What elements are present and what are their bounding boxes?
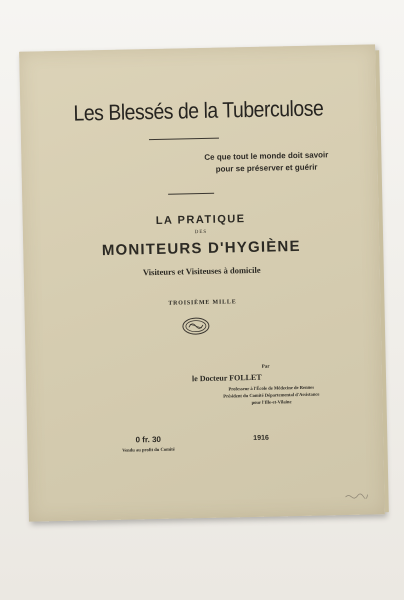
- cover-title: Les Blessés de la Tuberculose: [73, 95, 324, 126]
- price-note: Vendu au profit du Comité: [122, 446, 175, 453]
- by-label: Par: [261, 364, 270, 370]
- subtitle-divider: [168, 193, 214, 195]
- price-label: 0 fr. 30: [135, 434, 162, 445]
- des-word: DES: [194, 229, 208, 236]
- edition-label: TROISIÈME MILLE: [168, 299, 237, 307]
- cover-subtitle: [171, 149, 361, 177]
- booklet-cover: [19, 44, 385, 521]
- publisher-emblem-icon: [181, 316, 211, 337]
- main-heading: MONITEURS D'HYGIÈNE: [101, 237, 301, 260]
- author-affiliation: [176, 383, 366, 408]
- publication-year: 1916: [253, 434, 269, 442]
- pencil-mark: [344, 493, 368, 500]
- la-pratique-heading: LA PRATIQUE: [155, 213, 246, 227]
- visiteurs-subheading: Visiteurs et Visiteuses à domicile: [142, 264, 261, 278]
- author-name: le Docteur FOLLET: [191, 372, 262, 384]
- subtitle-line-2: pour se préserver et guérir: [215, 162, 318, 174]
- affiliation-line-2: Président du Comité Départemental d'Assistance: [223, 391, 320, 399]
- subtitle-line-1: Ce que tout le monde doit savoir: [204, 150, 329, 162]
- affiliation-line-3: pour l'Ille-et-Vilaine: [251, 399, 292, 405]
- affiliation-line-1: Professeur à l'École de Médecine de Rennes: [228, 384, 315, 392]
- title-divider: [149, 138, 219, 140]
